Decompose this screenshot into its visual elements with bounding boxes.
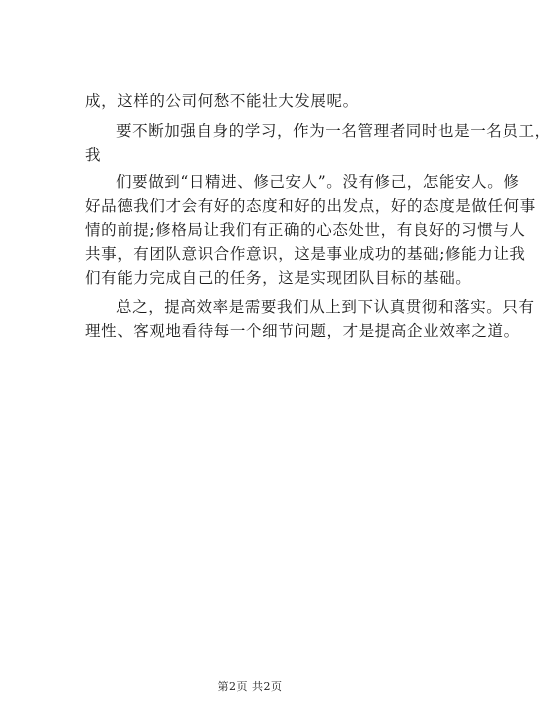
- text-line-6: 情的前提;修格局让我们有正确的心态处世，有良好的习惯与人: [85, 221, 526, 239]
- text-line-10: 理性、客观地看待每一个细节问题，才是提高企业效率之道。: [85, 322, 520, 340]
- text-line-9: 总之，提高效率是需要我们从上到下认真贯彻和落实。只有: [116, 298, 535, 316]
- text-line-7: 共事，有团队意识合作意识，这是事业成功的基础;修能力让我: [85, 245, 526, 263]
- page-number-footer: 第2页 共2页: [217, 680, 283, 693]
- text-line-5: 好品德我们才会有好的态度和好的出发点，好的态度是做任何事: [85, 197, 536, 215]
- text-line-4: 们要做到“日精进、修己安人”。没有修己，怎能安人。修: [116, 173, 520, 191]
- text-line-1: 成，这样的公司何愁不能壮大发展呢。: [85, 92, 359, 110]
- text-line-3: 我: [85, 146, 102, 164]
- text-line-2: 要不断加强自身的学习，作为一名管理者同时也是一名员工，: [116, 122, 551, 140]
- text-line-8: 们有能力完成自己的任务，这是实现团队目标的基础。: [85, 269, 472, 287]
